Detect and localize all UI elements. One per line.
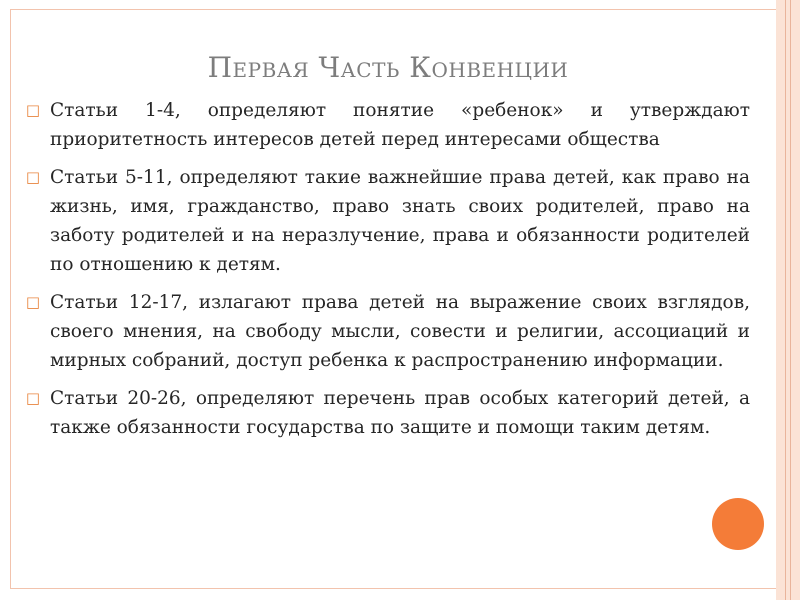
- decorative-side-line: [785, 0, 786, 600]
- bullet-text: Статьи 5-11, определяют такие важнейшие права детей, как право на жизнь, имя, гражданство, право знать своих родителей, право на заботу родителей и на неразлучение, права и обязанности родителей по отношению к детям.: [50, 167, 750, 275]
- bullet-text: Статьи 20-26, определяют перечень прав особых категорий детей, а также обязанности государства по защите и помощи таким детям.: [50, 388, 750, 438]
- bullet-item: [24, 163, 750, 279]
- bullet-text: Статьи 12-17, излагают права детей на выражение своих взглядов, своего мнения, на свободу мысли, совести и религии, ассоциаций и мирных собраний, доступ ребенка к распространению информации.: [50, 292, 750, 371]
- hollow-square-bullet-icon: □: [25, 389, 41, 407]
- bullet-item: [24, 288, 750, 375]
- hollow-square-bullet-icon: □: [25, 293, 41, 311]
- bullet-item: [24, 96, 750, 154]
- slide-title: Первая Часть Конвенции: [207, 51, 569, 84]
- bullet-list: [24, 96, 750, 451]
- decorative-side-band: [776, 0, 800, 600]
- decorative-side-line: [790, 0, 791, 600]
- hollow-square-bullet-icon: □: [25, 101, 41, 119]
- bullet-item: [24, 384, 750, 442]
- decorative-orange-circle: [712, 498, 764, 550]
- hollow-square-bullet-icon: □: [25, 168, 41, 186]
- bullet-text: Статьи 1-4, определяют понятие «ребенок» и утверждают приоритетность интересов детей перед интересами общества: [50, 100, 750, 150]
